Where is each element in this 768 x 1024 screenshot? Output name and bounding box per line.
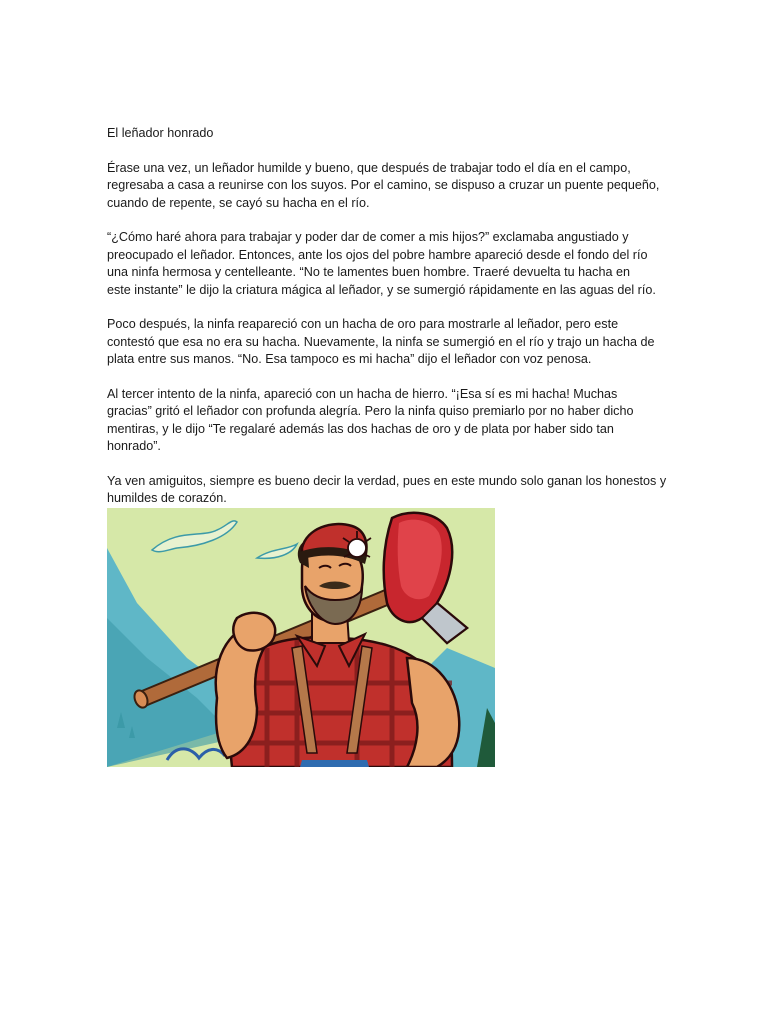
story-paragraph-5: Ya ven amiguitos, siempre es bueno decir la verdad, pues en este mundo solo ganan los honestos y humildes de corazón. bbox=[107, 474, 667, 506]
story-paragraph-1: Érase una vez, un leñador humilde y bueno, que después de trabajar todo el día en el campo, regresaba a casa a reunirse con los suyos. Por el camino, se dispuso a cruzar un puente pequeño, cuando de repente, se cayó su hacha en el río. bbox=[107, 160, 660, 210]
lumberjack-illustration bbox=[107, 508, 495, 767]
story-text bbox=[107, 125, 667, 525]
story-paragraph-3: Poco después, la ninfa reapareció con un hacha de oro para mostrarle al leñador, pero este contestó que esa no era su hacha. Nuevamente, la ninfa se sumergió en el río y trajo un hacha de plata entre sus manos. “No. Esa tampoco es mi hacha” dijo el leñador con voz penosa. bbox=[107, 317, 655, 367]
hand bbox=[233, 613, 275, 651]
story-paragraph-2: “¿Cómo haré ahora para trabajar y poder dar de comer a mis hijos?” exclamaba angustiado y preocupado el leñador. Entonces, ante los ojos del pobre hambre apareció desde el fondo del río una ninfa hermosa y centelleante. “No te lamentes buen hombre. Traeré devuelta tu hacha en este instante” le dijo la criatura mágica al leñador, y se sumergió rápidamente en las aguas del río. bbox=[107, 230, 656, 297]
story-paragraph-4: Al tercer intento de la ninfa, apareció con un hacha de hierro. “¡Esa sí es mi hacha! Muchas gracias” gritó el leñador con profunda alegría. Pero la ninfa quiso premiarlo por no haber dicho mentiras, y le dijo “Te regalaré además las dos hachas de oro y de plata por haber sido tan honrado”. bbox=[107, 387, 634, 454]
story-title: El leñador honrado bbox=[107, 126, 214, 140]
jeans bbox=[300, 760, 369, 767]
lumberjack-image bbox=[107, 508, 495, 767]
